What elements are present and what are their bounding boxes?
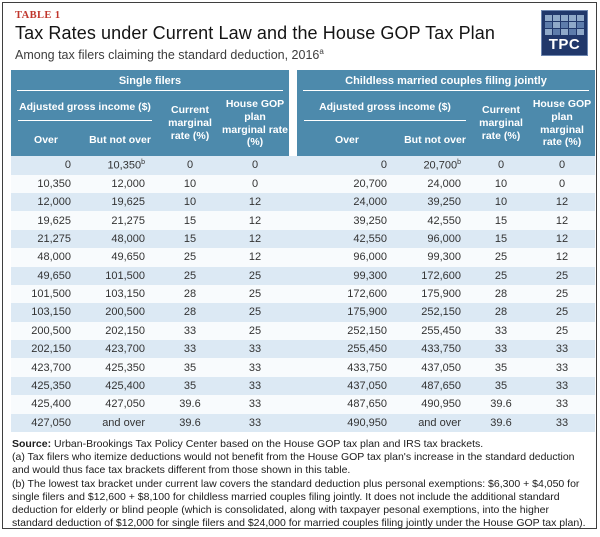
tpc-logo xyxy=(541,10,588,56)
table-cell: 35 xyxy=(183,361,197,374)
source-text: Urban-Brookings Tax Policy Center based on the House GOP tax plan and IRS tax brackets. xyxy=(51,438,484,451)
table-cell: 33 xyxy=(555,343,569,356)
table-cell: 33 xyxy=(248,398,262,411)
header-block-married xyxy=(297,70,595,156)
agi-group-single xyxy=(11,91,159,156)
table-cell: 0 xyxy=(186,159,194,172)
table-cell: 10 xyxy=(183,177,197,190)
footnote-b: (b) The lowest tax bracket under current law covers the standard deduction plus personal exemptions: $6,300 + $4,050 for single filers and $12,600 + $8,100 for childless married couples filing jointly. It does not include the additional standard deduction for elderly or blind people (which is consolidated, along with taxpayer pesonal exemptions, into the higher standard deduction of $12,000 for single filers and $24,000 for married couples filing jointly under the House GOP tax plan). xyxy=(12,477,586,529)
table-cell: 101,500 xyxy=(31,288,71,301)
table-cell: 175,900 xyxy=(347,306,387,319)
table-cell: 12 xyxy=(248,232,262,245)
table-cell: 12 xyxy=(555,214,569,227)
table-cell: 28 xyxy=(494,306,508,319)
col-header-gop-rate: House GOP plan marginal rate (%) xyxy=(532,98,592,149)
figure-frame xyxy=(2,2,597,529)
table-cell: 33 xyxy=(248,380,262,393)
table-cell: 0 xyxy=(497,159,505,172)
table-cell: 39,250 xyxy=(427,196,461,209)
table-cell: 33 xyxy=(555,416,569,429)
table-cell: 0 xyxy=(251,159,259,172)
agi-header-married: Adjusted gross income ($) xyxy=(297,91,473,123)
source-note xyxy=(12,438,587,451)
table-cell: 103,150 xyxy=(31,306,71,319)
table-cell: 490,950 xyxy=(347,416,387,429)
table-cell: 490,950 xyxy=(421,398,461,411)
table-cell: 433,750 xyxy=(347,361,387,374)
agi-group-married xyxy=(297,91,473,156)
table-cell: 437,050 xyxy=(421,361,461,374)
table-cell: 10 xyxy=(183,196,197,209)
table-cell: 25 xyxy=(555,324,569,337)
table-cell: 172,600 xyxy=(421,269,461,282)
table-cell: 437,050 xyxy=(347,380,387,393)
col-header-but-not-over: But not over xyxy=(404,133,466,146)
table-cell: 15 xyxy=(494,214,508,227)
table-cell: 255,450 xyxy=(347,343,387,356)
figure-subtitle xyxy=(15,47,586,62)
table-cell: 33 xyxy=(494,343,508,356)
table-cell: 28 xyxy=(494,288,508,301)
logo-grid-icon xyxy=(545,15,584,35)
table-cell: 427,050 xyxy=(105,398,145,411)
table-cell: 425,400 xyxy=(31,398,71,411)
table-cell: and over xyxy=(418,416,461,429)
table-row xyxy=(11,395,595,413)
table-cell: 15 xyxy=(494,232,508,245)
col-header-current-rate: Current marginal rate (%) xyxy=(479,104,523,143)
table-cell: 15 xyxy=(183,232,197,245)
group-title-single: Single filers xyxy=(11,70,289,91)
table-cell: 25 xyxy=(555,269,569,282)
table-row xyxy=(11,285,595,303)
table-cell: 28 xyxy=(183,288,197,301)
table-cell: 39.6 xyxy=(490,398,512,411)
table-cell: 42,550 xyxy=(427,214,461,227)
col-header-gop-rate: House GOP plan marginal rate (%) xyxy=(222,98,288,149)
header-gutter xyxy=(289,70,297,156)
table-cell: 39.6 xyxy=(490,416,512,429)
table-cell: 33 xyxy=(248,416,262,429)
table-cell: 25 xyxy=(494,269,508,282)
table-cell: 25 xyxy=(555,288,569,301)
table-cell: 12 xyxy=(555,196,569,209)
table-cell: 33 xyxy=(248,343,262,356)
table-cell: 25 xyxy=(494,251,508,264)
table-cell: 12 xyxy=(248,196,262,209)
table-cell: 12 xyxy=(555,251,569,264)
table-row xyxy=(11,377,595,395)
table-cell: 12 xyxy=(248,214,262,227)
table-cell: 175,900 xyxy=(421,288,461,301)
col-header-current-rate: Current marginal rate (%) xyxy=(168,104,212,143)
table-cell: 487,650 xyxy=(421,380,461,393)
table-cell: 42,550 xyxy=(353,232,387,245)
table-cell: 425,350 xyxy=(31,380,71,393)
table-cell: 101,500 xyxy=(105,269,145,282)
table-cell: 49,650 xyxy=(111,251,145,264)
table-row xyxy=(11,175,595,193)
table-cell: 427,050 xyxy=(31,416,71,429)
table-cell: 25 xyxy=(248,306,262,319)
table-cell: 33 xyxy=(248,361,262,374)
figure-title: Tax Rates under Current Law and the House GOP Tax Plan xyxy=(15,23,496,43)
figure-header xyxy=(3,3,596,62)
col-header-over: Over xyxy=(34,133,58,146)
table-cell: 99,300 xyxy=(427,251,461,264)
table-cell: 25 xyxy=(248,324,262,337)
table-cell: 12 xyxy=(555,232,569,245)
table-cell: 10 xyxy=(494,196,508,209)
table-label: TABLE 1 xyxy=(15,10,61,21)
subtitle-text: Among tax filers claiming the standard deduction, 2016 xyxy=(15,48,320,63)
table-cell: 48,000 xyxy=(37,251,71,264)
table-row xyxy=(11,340,595,358)
table-cell: 33 xyxy=(494,324,508,337)
table-cell: 0 xyxy=(251,177,259,190)
table-cell: 21,275 xyxy=(37,232,71,245)
table-cell: 200,500 xyxy=(105,306,145,319)
table-cell: 255,450 xyxy=(421,324,461,337)
table-cell: 20,700 xyxy=(353,177,387,190)
table-cell: 25 xyxy=(555,306,569,319)
table-row xyxy=(11,414,595,432)
table-cell: 0 xyxy=(558,159,566,172)
header-block-single xyxy=(11,70,289,156)
table-cell: 24,000 xyxy=(427,177,461,190)
table-row xyxy=(11,267,595,285)
table-cell: 96,000 xyxy=(427,232,461,245)
table-cell: 39,250 xyxy=(353,214,387,227)
table-cell: 15 xyxy=(183,214,197,227)
table-cell: 24,000 xyxy=(353,196,387,209)
table-cell: 487,650 xyxy=(347,398,387,411)
table-row xyxy=(11,193,595,211)
logo-text: TPC xyxy=(548,35,581,53)
table-cell: 39.6 xyxy=(179,416,201,429)
table-cell: 99,300 xyxy=(353,269,387,282)
table-cell: 252,150 xyxy=(421,306,461,319)
table-cell: 423,700 xyxy=(31,361,71,374)
table-cell: 425,400 xyxy=(105,380,145,393)
table-cell: 172,600 xyxy=(347,288,387,301)
table-cell: 425,350 xyxy=(105,361,145,374)
table-cell: 200,500 xyxy=(31,324,71,337)
table-cell: 19,625 xyxy=(111,196,145,209)
table-cell: 10,350 xyxy=(37,177,71,190)
table-cell: and over xyxy=(102,416,145,429)
table-cell: 33 xyxy=(555,380,569,393)
table-cell: 33 xyxy=(555,361,569,374)
table-row xyxy=(11,156,595,174)
table-cell: 103,150 xyxy=(105,288,145,301)
table-cell: 19,625 xyxy=(37,214,71,227)
table-cell: 96,000 xyxy=(353,251,387,264)
table-cell: 0 xyxy=(380,159,387,172)
col-header-over: Over xyxy=(335,133,359,146)
table-row xyxy=(11,211,595,229)
table-cell: 10,350$^b$ xyxy=(107,159,145,172)
table-row xyxy=(11,358,595,376)
table-cell: 33 xyxy=(183,343,197,356)
footer-notes xyxy=(12,438,587,529)
table-cell: 12,000 xyxy=(37,196,71,209)
tax-rate-table xyxy=(11,70,595,432)
source-label: Source: xyxy=(12,438,52,451)
table-cell: 28 xyxy=(183,306,197,319)
table-cell: 202,150 xyxy=(105,324,145,337)
table-cell: 49,650 xyxy=(37,269,71,282)
table-header xyxy=(11,70,595,156)
table-cell: 25 xyxy=(183,251,197,264)
table-cell: 0 xyxy=(558,177,566,190)
table-cell: 10 xyxy=(494,177,508,190)
col-header-but-not-over: But not over xyxy=(89,133,151,146)
subtitle-footnote-marker: a xyxy=(319,47,324,56)
table-row xyxy=(11,322,595,340)
table-cell: 33 xyxy=(555,398,569,411)
table-cell: 48,000 xyxy=(111,232,145,245)
table-cell: 12,000 xyxy=(111,177,145,190)
table-cell: 25 xyxy=(183,269,197,282)
table-body xyxy=(11,156,595,432)
table-cell: 202,150 xyxy=(31,343,71,356)
table-row xyxy=(11,303,595,321)
table-cell: 33 xyxy=(183,324,197,337)
table-cell: 35 xyxy=(183,380,197,393)
table-cell: 20,700$^b$ xyxy=(423,159,461,172)
table-row xyxy=(11,248,595,266)
table-cell: 433,750 xyxy=(421,343,461,356)
table-cell: 0 xyxy=(64,159,71,172)
table-cell: 12 xyxy=(248,251,262,264)
group-title-married: Childless married couples filing jointly xyxy=(297,70,595,91)
table-cell: 252,150 xyxy=(347,324,387,337)
table-cell: 39.6 xyxy=(179,398,201,411)
table-cell: 25 xyxy=(248,288,262,301)
table-cell: 35 xyxy=(494,361,508,374)
table-cell: 21,275 xyxy=(111,214,145,227)
footnote-a: (a) Tax filers who itemize deductions would not benefit from the House GOP tax plan's increase in the standard deduction and would thus face tax brackets different from those shown in this table. xyxy=(12,451,575,477)
table-cell: 25 xyxy=(248,269,262,282)
table-cell: 35 xyxy=(494,380,508,393)
table-cell: 423,700 xyxy=(105,343,145,356)
table-row xyxy=(11,230,595,248)
agi-header-single: Adjusted gross income ($) xyxy=(11,91,159,123)
